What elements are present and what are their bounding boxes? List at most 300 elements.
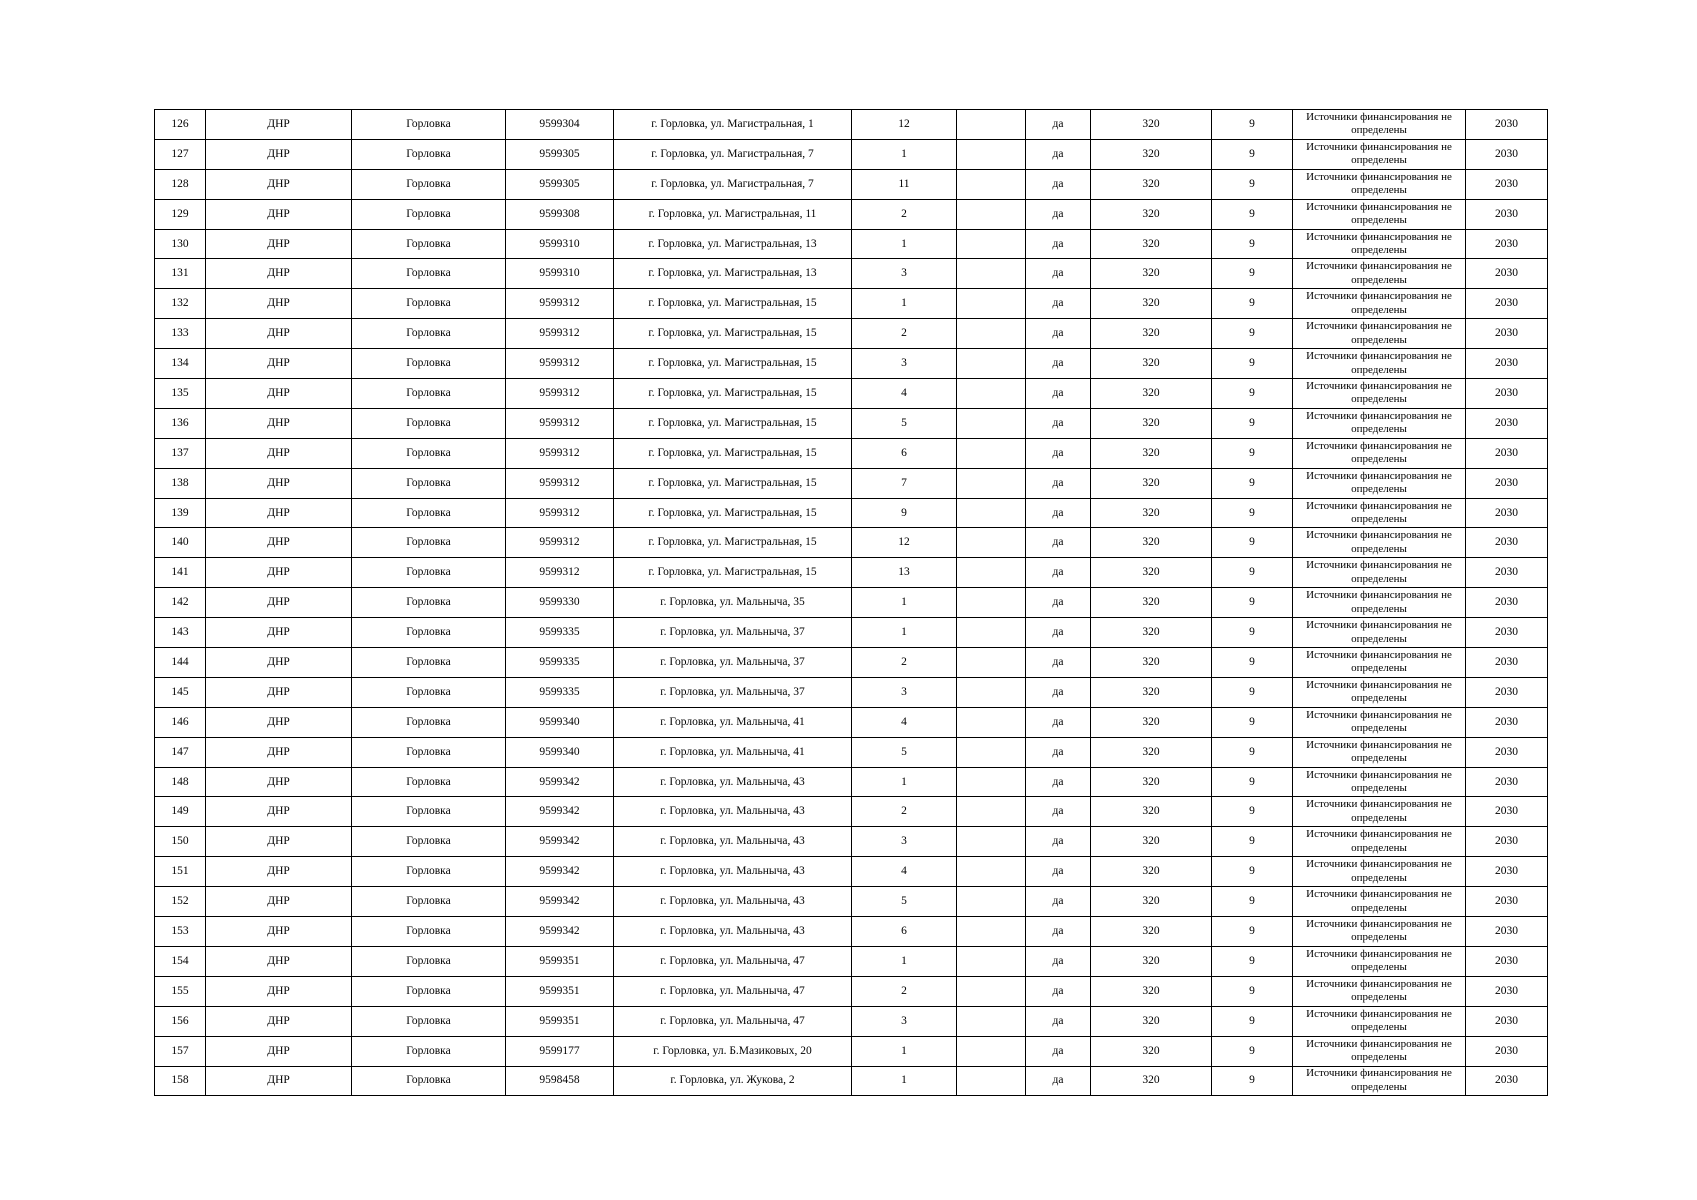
code-cell: 9599312	[506, 319, 614, 349]
flag-cell: да	[1026, 379, 1091, 409]
region-cell: ДНР	[206, 468, 352, 498]
address-cell: г. Горловка, ул. Б.Мазиковых, 20	[614, 1036, 852, 1066]
apartment-cell: 3	[852, 827, 957, 857]
count-cell: 9	[1212, 1006, 1293, 1036]
table-row	[155, 229, 1548, 259]
flag-cell: да	[1026, 857, 1091, 887]
row-number-cell: 133	[155, 319, 206, 349]
table-row	[155, 199, 1548, 229]
city-cell: Горловка	[352, 169, 506, 199]
year-cell: 2030	[1466, 528, 1548, 558]
code-cell: 9599312	[506, 468, 614, 498]
amount-cell: 320	[1091, 259, 1212, 289]
amount-cell: 320	[1091, 1066, 1212, 1096]
amount-cell: 320	[1091, 408, 1212, 438]
count-cell: 9	[1212, 438, 1293, 468]
address-cell: г. Горловка, ул. Магистральная, 11	[614, 199, 852, 229]
flag-cell: да	[1026, 946, 1091, 976]
count-cell: 9	[1212, 319, 1293, 349]
table-row	[155, 528, 1548, 558]
financing-note-cell: Источники финансирования не определены	[1293, 110, 1466, 140]
count-cell: 9	[1212, 468, 1293, 498]
amount-cell: 320	[1091, 349, 1212, 379]
region-cell: ДНР	[206, 528, 352, 558]
region-cell: ДНР	[206, 648, 352, 678]
apartment-cell: 7	[852, 468, 957, 498]
amount-cell: 320	[1091, 737, 1212, 767]
city-cell: Горловка	[352, 1036, 506, 1066]
code-cell: 9599312	[506, 289, 614, 319]
city-cell: Горловка	[352, 917, 506, 947]
count-cell: 9	[1212, 827, 1293, 857]
address-cell: г. Горловка, ул. Магистральная, 15	[614, 438, 852, 468]
financing-note-cell: Источники финансирования не определены	[1293, 946, 1466, 976]
empty-cell	[957, 498, 1026, 528]
address-cell: г. Горловка, ул. Мальныча, 43	[614, 887, 852, 917]
flag-cell: да	[1026, 917, 1091, 947]
apartment-cell: 5	[852, 737, 957, 767]
address-cell: г. Горловка, ул. Мальныча, 47	[614, 1006, 852, 1036]
year-cell: 2030	[1466, 618, 1548, 648]
flag-cell: да	[1026, 169, 1091, 199]
amount-cell: 320	[1091, 1036, 1212, 1066]
row-number-cell: 147	[155, 737, 206, 767]
empty-cell	[957, 797, 1026, 827]
year-cell: 2030	[1466, 827, 1548, 857]
row-number-cell: 157	[155, 1036, 206, 1066]
count-cell: 9	[1212, 558, 1293, 588]
table-row	[155, 259, 1548, 289]
apartment-cell: 1	[852, 139, 957, 169]
financing-note-cell: Источники финансирования не определены	[1293, 438, 1466, 468]
apartment-cell: 6	[852, 917, 957, 947]
amount-cell: 320	[1091, 827, 1212, 857]
year-cell: 2030	[1466, 289, 1548, 319]
apartment-cell: 5	[852, 408, 957, 438]
count-cell: 9	[1212, 379, 1293, 409]
amount-cell: 320	[1091, 917, 1212, 947]
empty-cell	[957, 289, 1026, 319]
count-cell: 9	[1212, 677, 1293, 707]
count-cell: 9	[1212, 229, 1293, 259]
count-cell: 9	[1212, 707, 1293, 737]
year-cell: 2030	[1466, 408, 1548, 438]
code-cell: 9599342	[506, 797, 614, 827]
year-cell: 2030	[1466, 797, 1548, 827]
financing-note-cell: Источники финансирования не определены	[1293, 618, 1466, 648]
apartment-cell: 1	[852, 767, 957, 797]
region-cell: ДНР	[206, 707, 352, 737]
address-cell: г. Горловка, ул. Мальныча, 43	[614, 827, 852, 857]
empty-cell	[957, 259, 1026, 289]
empty-cell	[957, 319, 1026, 349]
financing-note-cell: Источники финансирования не определены	[1293, 1006, 1466, 1036]
year-cell: 2030	[1466, 946, 1548, 976]
city-cell: Горловка	[352, 528, 506, 558]
address-cell: г. Горловка, ул. Мальныча, 43	[614, 917, 852, 947]
count-cell: 9	[1212, 917, 1293, 947]
row-number-cell: 138	[155, 468, 206, 498]
amount-cell: 320	[1091, 319, 1212, 349]
apartment-cell: 12	[852, 528, 957, 558]
region-cell: ДНР	[206, 199, 352, 229]
year-cell: 2030	[1466, 169, 1548, 199]
row-number-cell: 151	[155, 857, 206, 887]
city-cell: Горловка	[352, 349, 506, 379]
table-row	[155, 169, 1548, 199]
code-cell: 9599312	[506, 349, 614, 379]
financing-note-cell: Источники финансирования не определены	[1293, 558, 1466, 588]
count-cell: 9	[1212, 528, 1293, 558]
year-cell: 2030	[1466, 1036, 1548, 1066]
year-cell: 2030	[1466, 379, 1548, 409]
flag-cell: да	[1026, 528, 1091, 558]
empty-cell	[957, 976, 1026, 1006]
row-number-cell: 158	[155, 1066, 206, 1096]
empty-cell	[957, 946, 1026, 976]
apartment-cell: 13	[852, 558, 957, 588]
flag-cell: да	[1026, 110, 1091, 140]
table-row	[155, 438, 1548, 468]
apartment-cell: 12	[852, 110, 957, 140]
table-row	[155, 707, 1548, 737]
apartment-cell: 6	[852, 438, 957, 468]
apartment-cell: 1	[852, 1036, 957, 1066]
apartment-cell: 2	[852, 797, 957, 827]
count-cell: 9	[1212, 110, 1293, 140]
year-cell: 2030	[1466, 648, 1548, 678]
flag-cell: да	[1026, 1006, 1091, 1036]
financing-note-cell: Источники финансирования не определены	[1293, 408, 1466, 438]
year-cell: 2030	[1466, 1066, 1548, 1096]
empty-cell	[957, 229, 1026, 259]
apartment-cell: 2	[852, 976, 957, 1006]
empty-cell	[957, 110, 1026, 140]
empty-cell	[957, 468, 1026, 498]
table-row	[155, 917, 1548, 947]
row-number-cell: 134	[155, 349, 206, 379]
apartment-cell: 1	[852, 289, 957, 319]
table-row	[155, 618, 1548, 648]
flag-cell: да	[1026, 976, 1091, 1006]
region-cell: ДНР	[206, 408, 352, 438]
address-cell: г. Горловка, ул. Мальныча, 37	[614, 648, 852, 678]
address-cell: г. Горловка, ул. Мальныча, 41	[614, 707, 852, 737]
code-cell: 9599308	[506, 199, 614, 229]
apartment-cell: 2	[852, 319, 957, 349]
financing-note-cell: Источники финансирования не определены	[1293, 677, 1466, 707]
flag-cell: да	[1026, 468, 1091, 498]
city-cell: Горловка	[352, 887, 506, 917]
flag-cell: да	[1026, 1066, 1091, 1096]
apartment-cell: 3	[852, 349, 957, 379]
count-cell: 9	[1212, 887, 1293, 917]
empty-cell	[957, 767, 1026, 797]
code-cell: 9599305	[506, 139, 614, 169]
table-row	[155, 319, 1548, 349]
count-cell: 9	[1212, 199, 1293, 229]
year-cell: 2030	[1466, 976, 1548, 1006]
flag-cell: да	[1026, 887, 1091, 917]
address-cell: г. Горловка, ул. Магистральная, 15	[614, 379, 852, 409]
region-cell: ДНР	[206, 677, 352, 707]
code-cell: 9599312	[506, 498, 614, 528]
apartment-cell: 1	[852, 1066, 957, 1096]
code-cell: 9599312	[506, 408, 614, 438]
year-cell: 2030	[1466, 677, 1548, 707]
code-cell: 9599330	[506, 588, 614, 618]
row-number-cell: 137	[155, 438, 206, 468]
count-cell: 9	[1212, 289, 1293, 319]
financing-note-cell: Источники финансирования не определены	[1293, 349, 1466, 379]
amount-cell: 320	[1091, 199, 1212, 229]
row-number-cell: 152	[155, 887, 206, 917]
count-cell: 9	[1212, 1036, 1293, 1066]
row-number-cell: 142	[155, 588, 206, 618]
amount-cell: 320	[1091, 707, 1212, 737]
row-number-cell: 135	[155, 379, 206, 409]
financing-note-cell: Источники финансирования не определены	[1293, 199, 1466, 229]
address-cell: г. Горловка, ул. Магистральная, 15	[614, 468, 852, 498]
empty-cell	[957, 1066, 1026, 1096]
address-cell: г. Горловка, ул. Мальныча, 47	[614, 946, 852, 976]
flag-cell: да	[1026, 677, 1091, 707]
apartment-cell: 1	[852, 946, 957, 976]
table-row	[155, 289, 1548, 319]
amount-cell: 320	[1091, 976, 1212, 1006]
year-cell: 2030	[1466, 707, 1548, 737]
code-cell: 9599304	[506, 110, 614, 140]
financing-note-cell: Источники финансирования не определены	[1293, 827, 1466, 857]
region-cell: ДНР	[206, 1036, 352, 1066]
code-cell: 9599342	[506, 857, 614, 887]
apartment-cell: 11	[852, 169, 957, 199]
financing-note-cell: Источники финансирования не определены	[1293, 169, 1466, 199]
region-cell: ДНР	[206, 797, 352, 827]
city-cell: Горловка	[352, 468, 506, 498]
flag-cell: да	[1026, 408, 1091, 438]
flag-cell: да	[1026, 229, 1091, 259]
address-cell: г. Горловка, ул. Мальныча, 43	[614, 857, 852, 887]
city-cell: Горловка	[352, 1066, 506, 1096]
financing-note-cell: Источники финансирования не определены	[1293, 797, 1466, 827]
region-cell: ДНР	[206, 767, 352, 797]
year-cell: 2030	[1466, 767, 1548, 797]
city-cell: Горловка	[352, 797, 506, 827]
code-cell: 9599312	[506, 438, 614, 468]
amount-cell: 320	[1091, 558, 1212, 588]
empty-cell	[957, 349, 1026, 379]
row-number-cell: 131	[155, 259, 206, 289]
address-cell: г. Горловка, ул. Магистральная, 13	[614, 229, 852, 259]
region-cell: ДНР	[206, 618, 352, 648]
address-cell: г. Горловка, ул. Магистральная, 15	[614, 319, 852, 349]
region-cell: ДНР	[206, 737, 352, 767]
financing-note-cell: Источники финансирования не определены	[1293, 737, 1466, 767]
year-cell: 2030	[1466, 588, 1548, 618]
city-cell: Горловка	[352, 199, 506, 229]
count-cell: 9	[1212, 618, 1293, 648]
address-cell: г. Горловка, ул. Магистральная, 7	[614, 169, 852, 199]
city-cell: Горловка	[352, 438, 506, 468]
apartment-cell: 4	[852, 379, 957, 409]
apartment-cell: 2	[852, 199, 957, 229]
city-cell: Горловка	[352, 229, 506, 259]
apartment-cell: 4	[852, 707, 957, 737]
year-cell: 2030	[1466, 468, 1548, 498]
year-cell: 2030	[1466, 110, 1548, 140]
financing-note-cell: Источники финансирования не определены	[1293, 379, 1466, 409]
flag-cell: да	[1026, 259, 1091, 289]
table-row	[155, 558, 1548, 588]
address-cell: г. Горловка, ул. Магистральная, 7	[614, 139, 852, 169]
apartment-cell: 9	[852, 498, 957, 528]
empty-cell	[957, 169, 1026, 199]
amount-cell: 320	[1091, 887, 1212, 917]
financing-note-cell: Источники финансирования не определены	[1293, 648, 1466, 678]
row-number-cell: 145	[155, 677, 206, 707]
empty-cell	[957, 887, 1026, 917]
financing-note-cell: Источники финансирования не определены	[1293, 857, 1466, 887]
region-cell: ДНР	[206, 498, 352, 528]
year-cell: 2030	[1466, 887, 1548, 917]
empty-cell	[957, 618, 1026, 648]
year-cell: 2030	[1466, 199, 1548, 229]
city-cell: Горловка	[352, 289, 506, 319]
flag-cell: да	[1026, 737, 1091, 767]
table-row	[155, 648, 1548, 678]
amount-cell: 320	[1091, 946, 1212, 976]
code-cell: 9599342	[506, 827, 614, 857]
empty-cell	[957, 737, 1026, 767]
region-cell: ДНР	[206, 946, 352, 976]
address-cell: г. Горловка, ул. Жукова, 2	[614, 1066, 852, 1096]
table-row	[155, 677, 1548, 707]
financing-note-cell: Источники финансирования не определены	[1293, 468, 1466, 498]
empty-cell	[957, 917, 1026, 947]
flag-cell: да	[1026, 349, 1091, 379]
region-cell: ДНР	[206, 887, 352, 917]
count-cell: 9	[1212, 1066, 1293, 1096]
year-cell: 2030	[1466, 349, 1548, 379]
empty-cell	[957, 379, 1026, 409]
apartment-cell: 1	[852, 229, 957, 259]
amount-cell: 320	[1091, 588, 1212, 618]
year-cell: 2030	[1466, 558, 1548, 588]
count-cell: 9	[1212, 139, 1293, 169]
code-cell: 9599342	[506, 917, 614, 947]
row-number-cell: 129	[155, 199, 206, 229]
code-cell: 9599310	[506, 229, 614, 259]
amount-cell: 320	[1091, 229, 1212, 259]
financing-note-cell: Источники финансирования не определены	[1293, 976, 1466, 1006]
row-number-cell: 153	[155, 917, 206, 947]
row-number-cell: 154	[155, 946, 206, 976]
address-cell: г. Горловка, ул. Мальныча, 43	[614, 767, 852, 797]
city-cell: Горловка	[352, 498, 506, 528]
financing-note-cell: Источники финансирования не определены	[1293, 289, 1466, 319]
flag-cell: да	[1026, 648, 1091, 678]
apartment-cell: 2	[852, 648, 957, 678]
region-cell: ДНР	[206, 289, 352, 319]
table-row	[155, 468, 1548, 498]
address-cell: г. Горловка, ул. Мальныча, 35	[614, 588, 852, 618]
flag-cell: да	[1026, 319, 1091, 349]
city-cell: Горловка	[352, 1006, 506, 1036]
table-row	[155, 588, 1548, 618]
row-number-cell: 156	[155, 1006, 206, 1036]
empty-cell	[957, 528, 1026, 558]
apartment-cell: 3	[852, 259, 957, 289]
table-row	[155, 767, 1548, 797]
code-cell: 9599342	[506, 767, 614, 797]
flag-cell: да	[1026, 1036, 1091, 1066]
financing-note-cell: Источники финансирования не определены	[1293, 139, 1466, 169]
year-cell: 2030	[1466, 1006, 1548, 1036]
table-row	[155, 797, 1548, 827]
address-cell: г. Горловка, ул. Магистральная, 13	[614, 259, 852, 289]
city-cell: Горловка	[352, 827, 506, 857]
year-cell: 2030	[1466, 498, 1548, 528]
flag-cell: да	[1026, 558, 1091, 588]
flag-cell: да	[1026, 498, 1091, 528]
table-row	[155, 498, 1548, 528]
empty-cell	[957, 438, 1026, 468]
financing-note-cell: Источники финансирования не определены	[1293, 319, 1466, 349]
flag-cell: да	[1026, 438, 1091, 468]
financing-note-cell: Источники финансирования не определены	[1293, 707, 1466, 737]
table-row	[155, 737, 1548, 767]
region-cell: ДНР	[206, 1066, 352, 1096]
city-cell: Горловка	[352, 618, 506, 648]
flag-cell: да	[1026, 199, 1091, 229]
code-cell: 9599340	[506, 737, 614, 767]
code-cell: 9599312	[506, 379, 614, 409]
table-row	[155, 110, 1548, 140]
empty-cell	[957, 827, 1026, 857]
row-number-cell: 143	[155, 618, 206, 648]
region-cell: ДНР	[206, 110, 352, 140]
empty-cell	[957, 558, 1026, 588]
count-cell: 9	[1212, 797, 1293, 827]
empty-cell	[957, 707, 1026, 737]
row-number-cell: 136	[155, 408, 206, 438]
row-number-cell: 146	[155, 707, 206, 737]
count-cell: 9	[1212, 946, 1293, 976]
count-cell: 9	[1212, 976, 1293, 1006]
year-cell: 2030	[1466, 737, 1548, 767]
year-cell: 2030	[1466, 139, 1548, 169]
city-cell: Горловка	[352, 857, 506, 887]
financing-note-cell: Источники финансирования не определены	[1293, 1036, 1466, 1066]
year-cell: 2030	[1466, 438, 1548, 468]
region-cell: ДНР	[206, 169, 352, 199]
code-cell: 9599351	[506, 1006, 614, 1036]
count-cell: 9	[1212, 259, 1293, 289]
amount-cell: 320	[1091, 648, 1212, 678]
flag-cell: да	[1026, 289, 1091, 319]
flag-cell: да	[1026, 618, 1091, 648]
financing-note-cell: Источники финансирования не определены	[1293, 229, 1466, 259]
address-cell: г. Горловка, ул. Магистральная, 15	[614, 408, 852, 438]
city-cell: Горловка	[352, 319, 506, 349]
region-cell: ДНР	[206, 917, 352, 947]
city-cell: Горловка	[352, 767, 506, 797]
year-cell: 2030	[1466, 259, 1548, 289]
flag-cell: да	[1026, 767, 1091, 797]
financing-note-cell: Источники финансирования не определены	[1293, 588, 1466, 618]
count-cell: 9	[1212, 648, 1293, 678]
